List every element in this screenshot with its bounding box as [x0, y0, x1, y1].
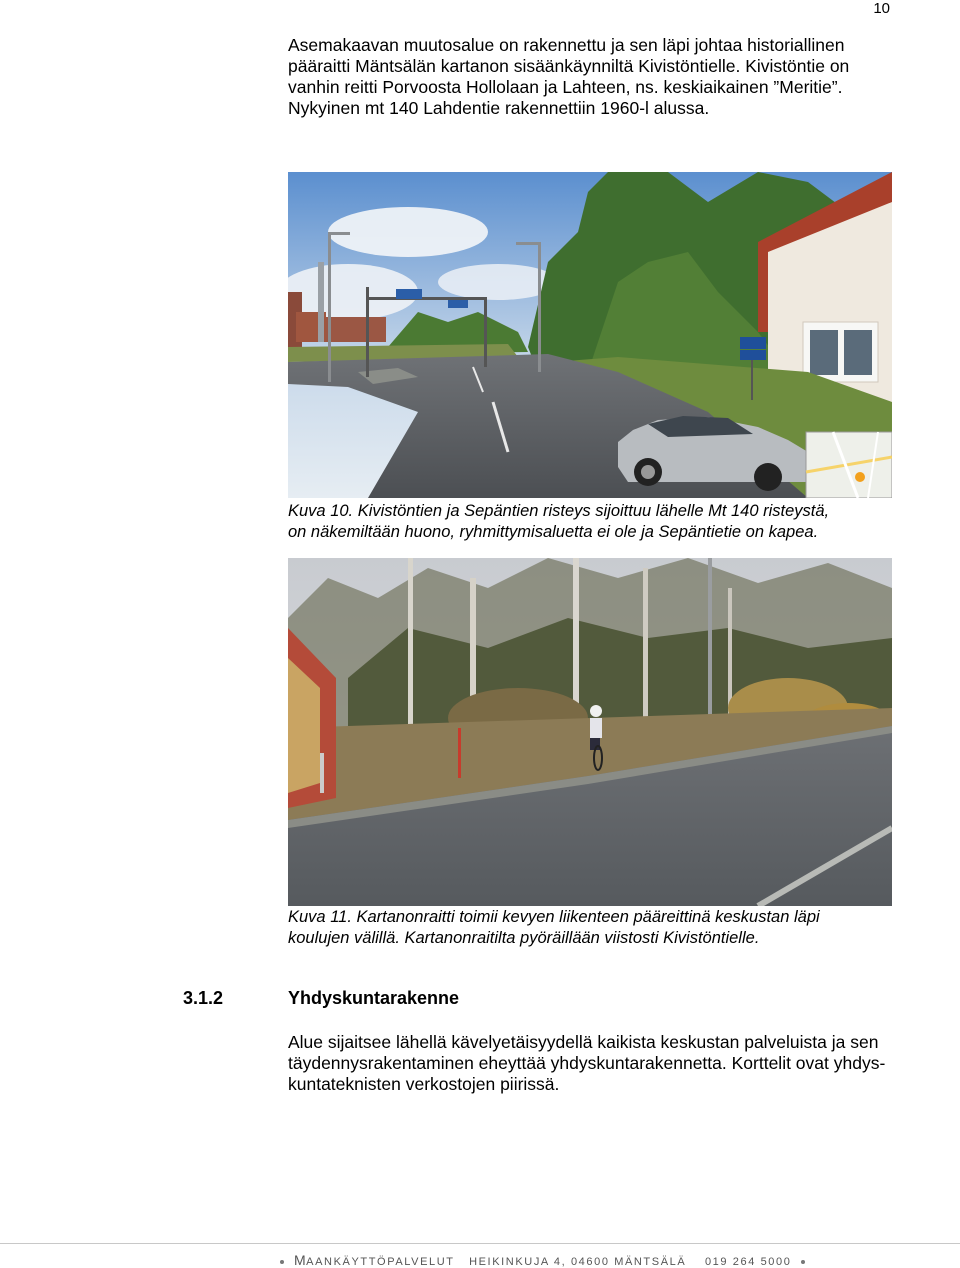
footer-phone: 019 264 5000 [704, 1256, 792, 1268]
section-line: täydennysrakentaminen eheyttää yhdyskuntarakennetta. Korttelit ovat yhdys- [288, 1053, 886, 1073]
footer-org-initial: M [294, 1252, 307, 1268]
intro-line: pääraitti Mäntsälän kartanon sisäänkäynniltä Kivistöntielle. Kivistöntie on [288, 56, 850, 76]
photo-intersection [288, 172, 892, 498]
section-paragraph [288, 1032, 892, 1095]
page-number: 10 [873, 0, 890, 17]
section-number: 3.1.2 [183, 988, 224, 1008]
intro-line: vanhin reitti Porvoosta Hollolaan ja Lahteen, ns. keskiaikainen ”Meritie”. [288, 77, 843, 97]
caption-line: Kuva 11. Kartanonraitti toimii kevyen liikenteen pääreittinä keskustan läpi [288, 908, 820, 926]
section-title: Yhdyskuntarakenne [288, 988, 460, 1008]
figure-10-caption [288, 501, 892, 543]
section-line: kuntateknisten verkostojen piirissä. [288, 1074, 560, 1094]
caption-line: koulujen välillä. Kartanonraitilta pyöräillään viistosti Kivistöntielle. [288, 929, 760, 947]
footer [270, 1252, 815, 1268]
footer-address: HEIKINKUJA 4, 04600 MÄNTSÄLÄ [469, 1256, 687, 1268]
figure-11-caption [288, 907, 892, 949]
caption-line: Kuva 10. Kivistöntien ja Sepäntien risteys sijoittuu lähelle Mt 140 risteystä, [288, 502, 830, 520]
footer-divider [0, 1243, 960, 1244]
photo-cyclist-road [288, 558, 892, 906]
bullet-icon [280, 1260, 284, 1264]
intro-line: Asemakaavan muutosalue on rakennettu ja sen läpi johtaa historiallinen [288, 35, 845, 55]
caption-line: on näkemiltään huono, ryhmittymisaluetta ei ole ja Sepäntietie on kapea. [288, 523, 819, 541]
section-line: Alue sijaitsee lähellä kävelyetäisyydellä kaikista keskustan palveluista ja sen [288, 1032, 879, 1052]
bullet-icon [801, 1260, 805, 1264]
footer-org: AANKÄYTTÖPALVELUT [306, 1256, 455, 1268]
intro-paragraph [288, 35, 892, 119]
intro-line: Nykyinen mt 140 Lahdentie rakennettiin 1960-l alussa. [288, 98, 710, 118]
section-heading [183, 988, 459, 1009]
